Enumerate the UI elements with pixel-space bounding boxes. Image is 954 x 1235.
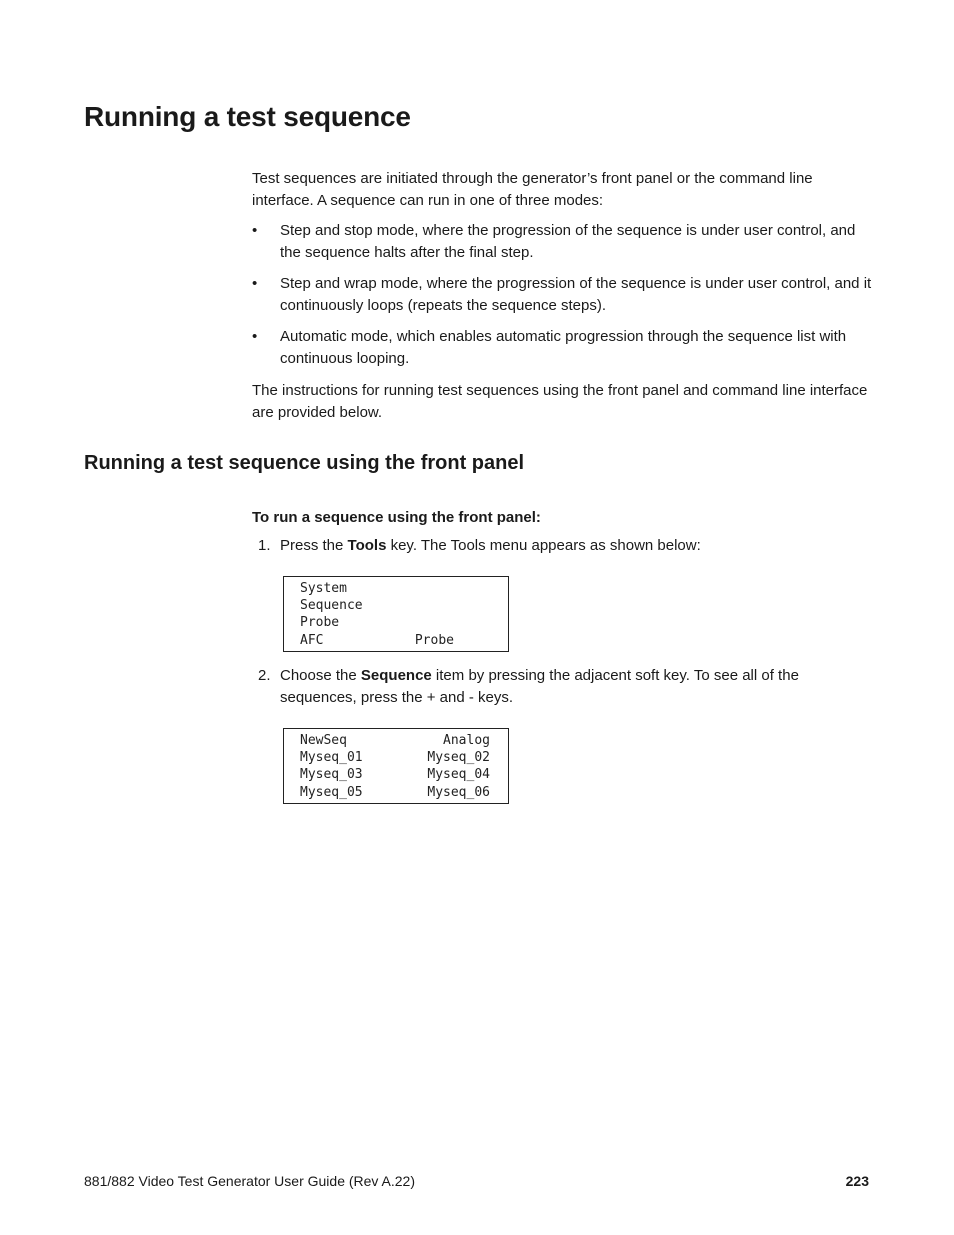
lcd-left-item: Myseq_05 bbox=[300, 785, 363, 800]
lcd-display-tools-menu bbox=[283, 576, 509, 652]
lcd-left-item: Sequence bbox=[300, 598, 363, 613]
lcd-right-item: Myseq_04 bbox=[427, 767, 490, 782]
lcd-left-item: Myseq_01 bbox=[300, 750, 363, 765]
step-text-pre: Press the bbox=[280, 537, 348, 554]
lcd-display-sequence-list bbox=[283, 728, 509, 804]
footer-doc-title: 881/882 Video Test Generator User Guide (Rev A.22) bbox=[84, 1173, 416, 1189]
lcd-row bbox=[300, 597, 490, 614]
lcd-right-item: Analog bbox=[443, 733, 490, 748]
page-title: Running a test sequence bbox=[84, 101, 411, 132]
lcd-right-item: Myseq_06 bbox=[427, 785, 490, 800]
lcd-row bbox=[300, 749, 490, 766]
item-name: Sequence bbox=[360, 667, 432, 684]
lcd-row bbox=[300, 766, 490, 783]
lcd-left-item: Myseq_03 bbox=[300, 767, 363, 782]
step-text bbox=[252, 535, 872, 557]
lcd-row bbox=[300, 784, 490, 801]
step-text-pre: Choose the bbox=[280, 667, 361, 684]
mode-text: Step and stop mode, where the progression of the sequence is under user control, and the sequence halts after the final step. bbox=[280, 222, 856, 261]
intro-paragraph: Test sequences are initiated through the generator’s front panel or the command line interface. A sequence can run in one of three modes: bbox=[252, 170, 813, 209]
lcd-left-item: System bbox=[300, 581, 347, 596]
procedure-step bbox=[252, 665, 872, 709]
bullet-icon: • bbox=[252, 222, 258, 239]
lcd-left-item: Probe bbox=[300, 615, 340, 630]
list-item bbox=[252, 220, 872, 264]
modes-list bbox=[252, 220, 872, 379]
lcd-left-item: AFC bbox=[300, 633, 324, 648]
lcd-left-item: NewSeq bbox=[300, 733, 347, 748]
step-number: 2. bbox=[258, 667, 271, 684]
list-item bbox=[252, 326, 872, 370]
lcd-right-item: Myseq_02 bbox=[427, 750, 490, 765]
step-number: 1. bbox=[258, 537, 271, 554]
key-name: Tools bbox=[347, 537, 387, 554]
mode-text: Automatic mode, which enables automatic progression through the sequence list with continuous looping. bbox=[280, 328, 847, 367]
procedure-step bbox=[252, 535, 872, 557]
step-text-post: key. The Tools menu appears as shown below: bbox=[386, 537, 701, 554]
step-text bbox=[252, 665, 872, 709]
lcd-row bbox=[300, 614, 490, 631]
mode-text: Step and wrap mode, where the progression of the sequence is under user control, and it continuously loops (repeats the sequence steps). bbox=[280, 275, 872, 314]
bullet-icon: • bbox=[252, 328, 258, 345]
outro-paragraph: The instructions for running test sequences using the front panel and command line interface are provided below. bbox=[252, 382, 868, 421]
lcd-right-item: Probe bbox=[414, 633, 454, 648]
bullet-icon: • bbox=[252, 275, 258, 292]
section-heading: Running a test sequence using the front panel bbox=[84, 452, 525, 474]
footer-page-number: 223 bbox=[845, 1173, 869, 1189]
list-item bbox=[252, 273, 872, 317]
lcd-row bbox=[300, 632, 490, 649]
step-text-post: item by pressing the adjacent soft key. To see all of the sequences, press the + and - keys. bbox=[280, 667, 799, 706]
lcd-row bbox=[300, 732, 490, 749]
procedure-heading: To run a sequence using the front panel: bbox=[252, 509, 541, 526]
lcd-row bbox=[300, 580, 490, 597]
